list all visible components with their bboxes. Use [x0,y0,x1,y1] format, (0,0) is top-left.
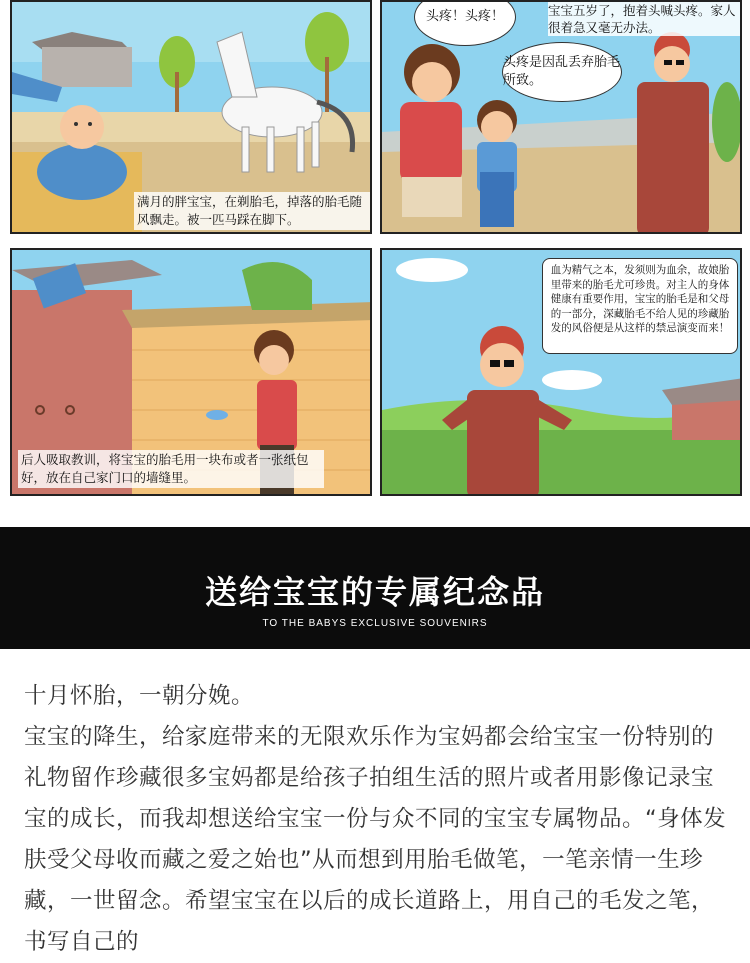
comic-panel-wall [10,248,372,496]
article-paragraph-1: 十月怀胎，一朝分娩。 [24,683,255,709]
panel1-caption: 满月的胖宝宝，在剃胎毛，掉落的胎毛随风飘走。被一匹马踩在脚下。 [134,192,370,230]
banner-subtitle: TO THE BABYS EXCLUSIVE SOUVENIRS [262,618,488,629]
comic-panel-headache [380,0,742,234]
speech-bubble-child: 头疼！头疼！ [414,0,516,46]
panel3-caption: 后人吸取教训，将宝宝的胎毛用一块布或者一张纸包好，放在自己家门口的墙缝里。 [18,450,324,488]
section-banner [0,527,750,649]
speech-bubble-man: 头疼是因乱丢弃胎毛所致。 [502,42,622,102]
article-body [24,676,730,963]
speech-bubble-explanation: 血为精气之本，发须则为血余，故娘胎里带来的胎毛尤可珍贵。对主人的身体健康有重要作用，宝宝的胎毛是和父母的一部分，深藏胎毛不给人见的珍藏胎发的风俗便是从这样的禁忌演变而来！ [542,258,738,354]
comic-panel-shaving [10,0,372,234]
banner-title: 送给宝宝的专属纪念品 [204,573,545,611]
comic-panel-explanation [380,248,742,496]
article-paragraph-2: 宝宝的降生，给家庭带来的无限欢乐作为宝妈都会给宝宝一份特别的礼物留作珍藏很多宝妈都是给孩子拍组生活的照片或者用影像记录宝宝的成长，而我却想送给宝宝一份与众不同的宝宝专属物品。“身体发肤受父母收而藏之爱之始也”从而想到用胎毛做笔，一笔亲情一生珍藏，一世留念。希望宝宝在以后的成长道路上，用自己的毛发之笔，书写自己的 [24,724,727,955]
panel2-caption: 宝宝五岁了，抱着头喊头疼。家人很着急又毫无办法。 [548,2,740,36]
